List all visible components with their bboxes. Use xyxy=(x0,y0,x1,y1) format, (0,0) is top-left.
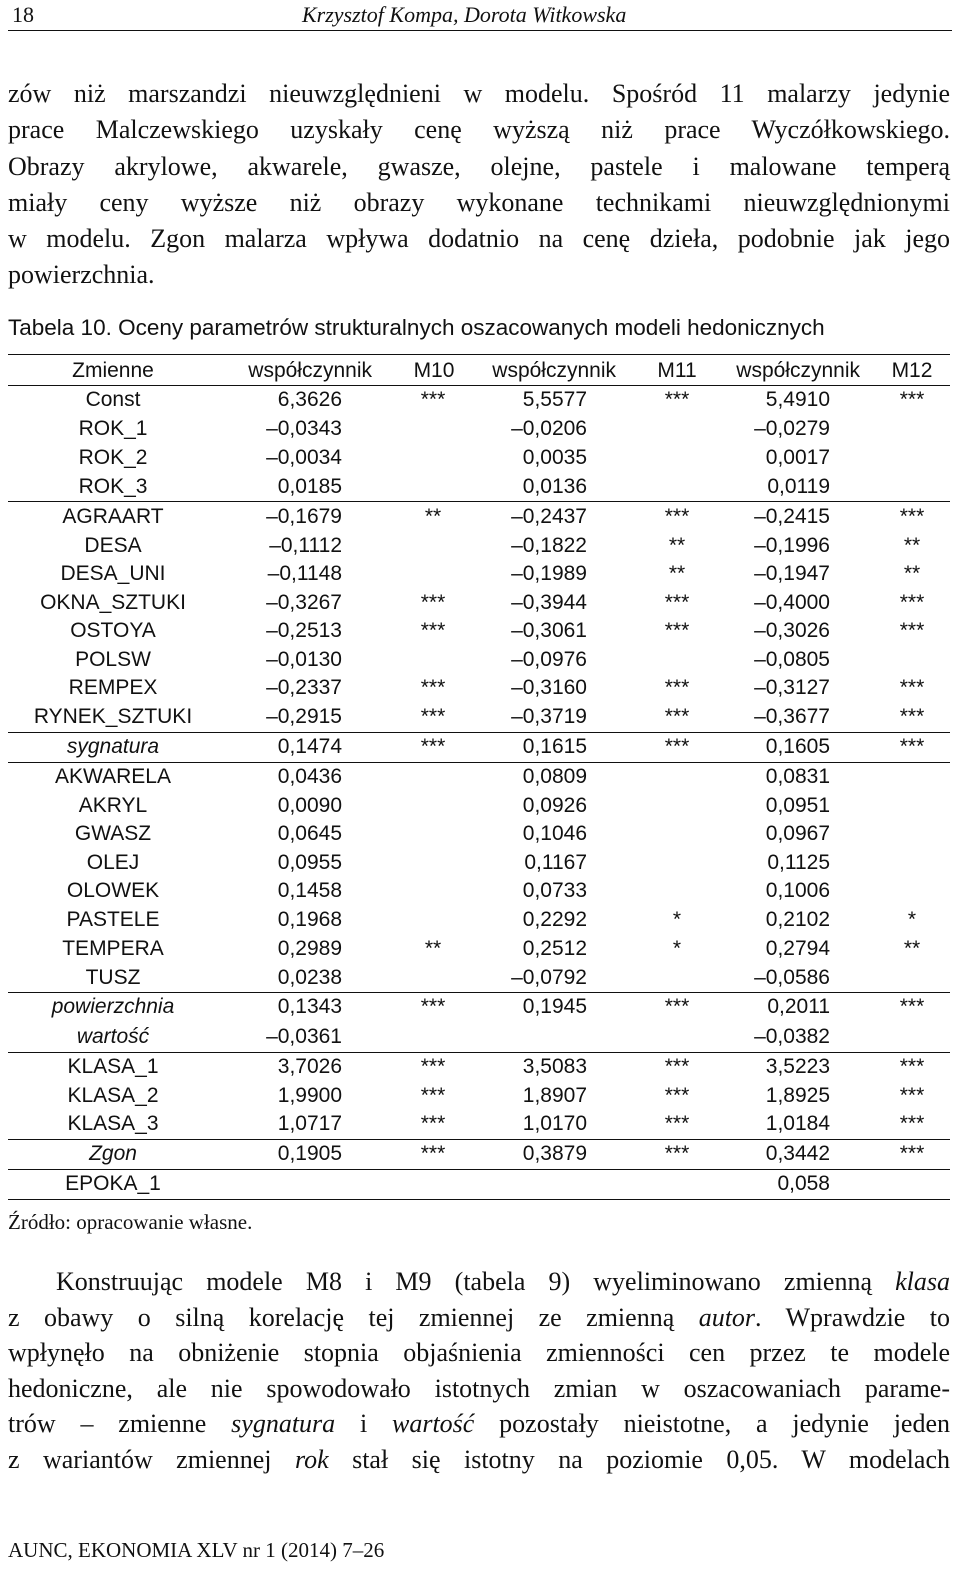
m12-significance-cell: ** xyxy=(903,534,921,557)
m12-significance-cell: *** xyxy=(899,1112,925,1135)
variable-cell: ROK_3 xyxy=(78,475,148,498)
m11-significance-cell: *** xyxy=(664,591,690,614)
text-run: stał się istotny na poziomie 0,05. W modelach xyxy=(328,1444,950,1474)
table-row xyxy=(8,503,950,531)
m11-coefficient-cell: 1,0170 xyxy=(522,1112,587,1135)
table-row xyxy=(8,849,950,877)
text-run: z wariantów zmiennej xyxy=(8,1444,295,1474)
m11-significance-cell: *** xyxy=(664,1142,690,1165)
text-line: zów niż marszandzi nieuwzględnieni w modelu. Spośród 11 malarzy jedynie xyxy=(8,79,950,108)
m11-coefficient-cell: –0,0976 xyxy=(511,648,587,671)
table-bottom-rule xyxy=(8,1199,950,1200)
variable-cell: Zgon xyxy=(89,1142,137,1165)
m10-coefficient-cell: –0,0034 xyxy=(266,446,342,469)
m10-coefficient-cell: 6,3626 xyxy=(277,388,342,411)
variable-cell: AKRYL xyxy=(78,794,148,817)
column-header: M11 xyxy=(657,359,697,382)
table-row xyxy=(8,386,950,414)
table-row xyxy=(8,993,950,1021)
m10-coefficient-cell: 0,2989 xyxy=(277,937,342,960)
m11-coefficient-cell: 0,3879 xyxy=(522,1142,587,1165)
m10-coefficient-cell: 3,7026 xyxy=(277,1055,342,1078)
table-row xyxy=(8,444,950,472)
m10-significance-cell: *** xyxy=(420,1142,446,1165)
m11-significance-cell: *** xyxy=(664,388,690,411)
m12-coefficient-cell: 0,0119 xyxy=(767,475,830,498)
m11-significance-cell: *** xyxy=(664,1055,690,1078)
column-header: M10 xyxy=(413,359,455,382)
m11-significance-cell: ** xyxy=(668,562,686,585)
m12-coefficient-cell: –0,0279 xyxy=(754,417,830,440)
closing-paragraph xyxy=(8,1264,950,1477)
m12-coefficient-cell: –0,1996 xyxy=(754,534,830,557)
m10-coefficient-cell: 0,1474 xyxy=(277,735,342,758)
m11-coefficient-cell: –0,0206 xyxy=(511,417,587,440)
text-line xyxy=(8,1371,950,1407)
m11-coefficient-cell: 0,0809 xyxy=(522,765,587,788)
m12-coefficient-cell: 0,1006 xyxy=(765,879,830,902)
m12-significance-cell: *** xyxy=(899,735,925,758)
m12-coefficient-cell: –0,3026 xyxy=(754,619,830,642)
m12-coefficient-cell: 0,0017 xyxy=(765,446,830,469)
m11-coefficient-cell: 0,0035 xyxy=(522,446,587,469)
variable-cell: powierzchnia xyxy=(51,995,175,1018)
m12-coefficient-cell: 0,2011 xyxy=(767,995,830,1018)
m10-significance-cell: *** xyxy=(420,591,446,614)
variable-cell: OLOWEK xyxy=(66,879,160,902)
m11-coefficient-cell: 1,8907 xyxy=(522,1084,587,1107)
m11-coefficient-cell: 0,0926 xyxy=(522,794,587,817)
m10-coefficient-cell: 0,1968 xyxy=(277,908,342,931)
m12-coefficient-cell: –0,0805 xyxy=(754,648,830,671)
m10-significance-cell: *** xyxy=(420,1112,446,1135)
m10-significance-cell: *** xyxy=(420,1084,446,1107)
m12-significance-cell: *** xyxy=(899,388,925,411)
column-header: M12 xyxy=(891,359,933,382)
m12-coefficient-cell: 1,8925 xyxy=(765,1084,830,1107)
table-row xyxy=(8,1023,950,1051)
variable-cell: KLASA_1 xyxy=(67,1055,159,1078)
m11-significance-cell: ** xyxy=(668,534,686,557)
text-run: pozostały nieistotne, a jedynie jeden xyxy=(474,1409,950,1438)
table-row xyxy=(8,792,950,820)
m10-significance-cell: *** xyxy=(420,995,446,1018)
m11-significance-cell: *** xyxy=(664,619,690,642)
m10-significance-cell: *** xyxy=(420,735,446,758)
table-row xyxy=(8,1170,950,1198)
italic-term: rok xyxy=(294,1444,329,1474)
variable-cell: TUSZ xyxy=(85,966,141,989)
text-line: miały ceny wyższe niż obrazy wykonane technikami nieuwzględnionymi xyxy=(8,187,950,217)
table-row xyxy=(8,589,950,617)
m12-coefficient-cell: 0,2102 xyxy=(765,908,830,931)
m11-coefficient-cell: 3,5083 xyxy=(522,1055,587,1078)
m10-significance-cell: ** xyxy=(424,505,442,528)
m11-coefficient-cell: –0,3719 xyxy=(511,705,587,728)
text-run: . Wprawdzie to xyxy=(755,1302,950,1332)
m12-significance-cell: *** xyxy=(899,705,925,728)
table-row xyxy=(8,820,950,848)
page-header xyxy=(8,0,952,31)
table-row xyxy=(8,1053,950,1081)
m11-significance-cell: *** xyxy=(664,676,690,699)
m11-significance-cell: *** xyxy=(664,995,690,1018)
m10-coefficient-cell: 0,0955 xyxy=(277,851,342,874)
m11-coefficient-cell: 0,0733 xyxy=(522,879,587,902)
variable-cell: PASTELE xyxy=(66,908,160,931)
m12-coefficient-cell: –0,2415 xyxy=(754,505,830,528)
table-row xyxy=(8,646,950,674)
m10-coefficient-cell: –0,2337 xyxy=(266,676,342,699)
table-row xyxy=(8,703,950,731)
variable-cell: EPOKA_1 xyxy=(65,1172,161,1195)
variable-cell: KLASA_3 xyxy=(67,1112,159,1135)
variable-cell: RYNEK_SZTUKI xyxy=(33,705,193,728)
variable-cell: ROK_1 xyxy=(78,417,148,440)
m10-coefficient-cell: 1,9900 xyxy=(277,1084,342,1107)
m10-coefficient-cell: –0,3267 xyxy=(266,591,342,614)
table-row xyxy=(8,1140,950,1168)
italic-term: sygnatura xyxy=(231,1409,336,1438)
m10-coefficient-cell: –0,0361 xyxy=(266,1025,342,1048)
text-line xyxy=(8,1406,950,1442)
m10-coefficient-cell: –0,1148 xyxy=(267,562,342,585)
running-head: Krzysztof Kompa, Dorota Witkowska xyxy=(302,2,627,27)
table-caption: Tabela 10. Oceny parametrów strukturalnych oszacowanych modeli hedonicznych xyxy=(8,315,825,340)
m10-significance-cell: *** xyxy=(420,388,446,411)
italic-term: klasa xyxy=(895,1267,950,1296)
m11-coefficient-cell: –0,1989 xyxy=(511,562,587,585)
m10-coefficient-cell: 0,0436 xyxy=(277,765,342,788)
column-header: współczynnik xyxy=(492,359,616,382)
m12-coefficient-cell: 0,058 xyxy=(777,1172,830,1195)
m10-coefficient-cell: 0,1458 xyxy=(277,879,342,902)
m12-significance-cell: *** xyxy=(899,676,925,699)
m11-significance-cell: *** xyxy=(664,1112,690,1135)
m12-significance-cell: *** xyxy=(899,505,925,528)
text-run: z obawy o silną korelację tej zmiennej ze zmienną xyxy=(8,1302,699,1332)
m10-coefficient-cell: –0,1112 xyxy=(269,534,342,557)
m12-significance-cell: * xyxy=(907,908,917,931)
m12-significance-cell: ** xyxy=(903,562,921,585)
m11-coefficient-cell: –0,3061 xyxy=(511,619,587,642)
table-row xyxy=(8,1082,950,1110)
table-row xyxy=(8,415,950,443)
text-line: Obrazy akrylowe, akwarele, gwasze, olejne, pastele i malowane temperą xyxy=(8,151,950,181)
text-line xyxy=(8,1335,950,1371)
m12-coefficient-cell: 3,5223 xyxy=(765,1055,830,1078)
m12-significance-cell: *** xyxy=(899,995,925,1018)
column-header: Zmienne xyxy=(72,359,154,382)
table-row xyxy=(8,674,950,702)
table-row xyxy=(8,532,950,560)
m12-coefficient-cell: 0,0951 xyxy=(765,794,830,817)
variable-cell: POLSW xyxy=(75,648,151,671)
m11-coefficient-cell: 0,1046 xyxy=(522,822,587,845)
variable-cell: TEMPERA xyxy=(62,937,164,960)
text-line: w modelu. Zgon malarza wpływa dodatnio na cenę dzieła, podobnie jak jego xyxy=(8,224,950,254)
m11-coefficient-cell: –0,1822 xyxy=(511,534,587,557)
m10-coefficient-cell: 0,0238 xyxy=(277,966,342,989)
m11-significance-cell: *** xyxy=(664,505,690,528)
variable-cell: OSTOYA xyxy=(70,619,156,642)
variable-cell: AKWARELA xyxy=(55,765,171,788)
variable-cell: GWASZ xyxy=(74,822,152,845)
m12-significance-cell: *** xyxy=(899,1142,925,1165)
m12-coefficient-cell: –0,4000 xyxy=(754,591,830,614)
m12-coefficient-cell: 0,2794 xyxy=(765,937,830,960)
table-row xyxy=(8,1110,950,1138)
m11-coefficient-cell: –0,2437 xyxy=(511,505,587,528)
table-row xyxy=(8,473,950,501)
table-row xyxy=(8,560,950,588)
table-row xyxy=(8,964,950,992)
m10-coefficient-cell: 0,0090 xyxy=(277,794,342,817)
table-top-rule xyxy=(8,354,950,355)
intro-paragraph xyxy=(8,76,950,294)
m10-significance-cell: ** xyxy=(424,937,442,960)
text-line xyxy=(8,1300,950,1336)
m12-coefficient-cell: 0,3442 xyxy=(765,1142,830,1165)
text-run: wpłynęło na obniżenie stopnia objaśnienia zmienności cen przez te modele xyxy=(8,1338,950,1367)
m12-coefficient-cell: 0,1605 xyxy=(765,735,830,758)
m10-coefficient-cell: –0,2915 xyxy=(266,705,342,728)
table-row xyxy=(8,763,950,791)
table-row xyxy=(8,617,950,645)
m10-significance-cell: *** xyxy=(420,619,446,642)
m10-coefficient-cell: –0,0343 xyxy=(266,417,342,440)
italic-term: wartość xyxy=(392,1409,475,1438)
m10-coefficient-cell: 0,0645 xyxy=(277,822,342,845)
text-run: i xyxy=(335,1409,392,1438)
m10-coefficient-cell: 0,1905 xyxy=(277,1142,342,1165)
table-row xyxy=(8,906,950,934)
m11-coefficient-cell: 0,2512 xyxy=(522,937,587,960)
m12-coefficient-cell: 5,4910 xyxy=(765,388,830,411)
table-header-row xyxy=(8,357,950,385)
m10-significance-cell: *** xyxy=(420,1055,446,1078)
m11-coefficient-cell: –0,3944 xyxy=(511,591,587,614)
m12-coefficient-cell: –0,1947 xyxy=(754,562,830,585)
m10-significance-cell: *** xyxy=(420,676,446,699)
variable-cell: Const xyxy=(85,388,141,411)
italic-term: autor xyxy=(698,1302,756,1332)
variable-cell: wartość xyxy=(76,1025,150,1048)
variable-cell: DESA xyxy=(84,534,142,557)
m10-coefficient-cell: –0,0130 xyxy=(266,648,342,671)
column-header: współczynnik xyxy=(248,359,372,382)
m12-significance-cell: *** xyxy=(899,619,925,642)
m12-coefficient-cell: 1,0184 xyxy=(765,1112,830,1135)
m11-significance-cell: *** xyxy=(664,1084,690,1107)
m11-coefficient-cell: 0,1167 xyxy=(524,851,587,874)
m12-significance-cell: *** xyxy=(899,1084,925,1107)
text-line xyxy=(8,1264,950,1300)
m12-coefficient-cell: 0,0967 xyxy=(765,822,830,845)
variable-cell: sygnatura xyxy=(66,735,160,758)
m12-significance-cell: *** xyxy=(899,1055,925,1078)
m11-coefficient-cell: –0,0792 xyxy=(511,966,587,989)
variable-cell: DESA_UNI xyxy=(60,562,166,585)
m11-significance-cell: *** xyxy=(664,735,690,758)
text-run: Konstruując modele M8 i M9 (tabela 9) wyeliminowano zmienną xyxy=(56,1267,896,1296)
variable-cell: AGRAART xyxy=(62,505,164,528)
m12-coefficient-cell: –0,0586 xyxy=(754,966,830,989)
m11-significance-cell: *** xyxy=(664,705,690,728)
m10-coefficient-cell: 0,0185 xyxy=(277,475,342,498)
table-row xyxy=(8,877,950,905)
m10-coefficient-cell: 0,1343 xyxy=(277,995,342,1018)
m12-coefficient-cell: –0,0382 xyxy=(754,1025,830,1048)
m12-significance-cell: *** xyxy=(899,591,925,614)
m10-coefficient-cell: 1,0717 xyxy=(277,1112,342,1135)
text-line: prace Malczewskiego uzyskały cenę wyższą niż prace Wyczółkowskiego. xyxy=(8,115,950,145)
table-row xyxy=(8,733,950,761)
m10-significance-cell: *** xyxy=(420,705,446,728)
table-rule xyxy=(8,501,950,502)
text-line: powierzchnia. xyxy=(8,260,155,290)
m11-significance-cell: * xyxy=(672,908,682,931)
variable-cell: REMPEX xyxy=(68,676,158,699)
table-source: Źródło: opracowanie własne. xyxy=(8,1210,253,1234)
page-number: 18 xyxy=(12,2,34,27)
m11-coefficient-cell: 0,2292 xyxy=(522,908,587,931)
m11-coefficient-cell: –0,3160 xyxy=(511,676,587,699)
text-run: hedoniczne, ale nie spowodowało istotnych zmian w oszacowaniach parame- xyxy=(8,1373,950,1403)
m10-coefficient-cell: –0,2513 xyxy=(266,619,342,642)
m11-coefficient-cell: 0,1615 xyxy=(522,735,587,758)
m12-significance-cell: ** xyxy=(903,937,921,960)
text-line xyxy=(8,1442,950,1478)
m11-significance-cell: * xyxy=(672,937,682,960)
m11-coefficient-cell: 5,5577 xyxy=(522,388,587,411)
table-row xyxy=(8,935,950,963)
m12-coefficient-cell: –0,3677 xyxy=(754,705,830,728)
variable-cell: OLEJ xyxy=(86,851,140,874)
m12-coefficient-cell: –0,3127 xyxy=(754,676,830,699)
m12-coefficient-cell: 0,1125 xyxy=(767,851,830,874)
variable-cell: OKNA_SZTUKI xyxy=(40,591,186,614)
variable-cell: KLASA_2 xyxy=(67,1084,159,1107)
text-run: trów – zmienne xyxy=(8,1409,232,1438)
column-header: współczynnik xyxy=(736,359,860,382)
footer: AUNC, EKONOMIA XLV nr 1 (2014) 7–26 xyxy=(8,1538,385,1562)
m11-coefficient-cell: 0,0136 xyxy=(522,475,587,498)
m11-coefficient-cell: 0,1945 xyxy=(522,995,587,1018)
variable-cell: ROK_2 xyxy=(78,446,148,469)
m10-coefficient-cell: –0,1679 xyxy=(266,505,342,528)
m12-coefficient-cell: 0,0831 xyxy=(765,765,830,788)
